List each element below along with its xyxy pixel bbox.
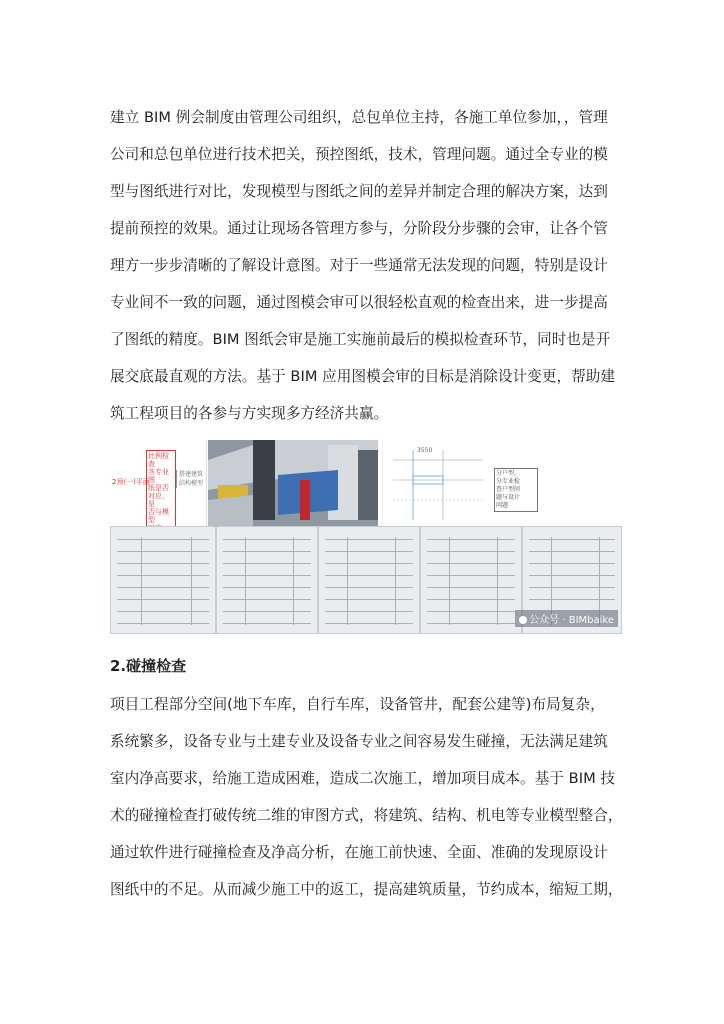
text-line: 建立 BIM 例会制度由管理公司组织，总包单位主持，各施工单位参加，，管理 xyxy=(110,109,608,126)
cad-section-drawing xyxy=(382,440,493,526)
watermark xyxy=(515,610,618,627)
text-line: 项目工程部分空间(地下车库，自行车库，设备管井，配套公建等)布局复杂， xyxy=(110,696,605,713)
text-line: 型与图纸进行对比，发现模型与图纸之间的差异并制定合理的解决方案，达到 xyxy=(110,183,608,200)
section-heading-collision-check: 2.碰撞检查 xyxy=(110,657,187,675)
text-line: 系统繁多，设备专业与土建专业及设备专业之间容易发生碰撞，无法满足建筑 xyxy=(110,733,608,750)
review-form-sheet xyxy=(420,526,522,634)
text-line: 展交底最直观的方法。基于 BIM 应用图模会审的目标是消除设计变更，帮助建 xyxy=(110,368,616,385)
red-note: 比例检查 xyxy=(148,452,169,468)
right-note: 分专业检 xyxy=(496,478,521,485)
bim-3d-model-render xyxy=(208,440,378,526)
text-line: 室内净高要求，给施工造成困难，造成二次施工，增加项目成本。基于 BIM 技 xyxy=(110,770,616,787)
right-notes-box xyxy=(494,468,538,512)
right-notes-panel xyxy=(494,440,622,526)
red-note: 否与模型 xyxy=(148,508,169,524)
text-line: 提前预控的效果。通过让现场各管理方参与，分阶段分步骤的会审，让各个管 xyxy=(110,220,608,237)
text-line: 了图纸的精度。BIM 图纸会审是施工实施前最后的模拟检查环节，同时也是开 xyxy=(110,331,611,348)
right-note: 问题 xyxy=(496,502,509,509)
right-note: 题与设计 xyxy=(496,494,521,501)
review-form-sheet xyxy=(216,526,318,634)
text-line: 筑工程项目的各参与方实现多方经济共赢。 xyxy=(110,405,389,422)
drawing-model-comparison-image xyxy=(110,440,622,526)
dimension-label: 3550 xyxy=(417,447,433,454)
left-notes-panel xyxy=(110,440,207,526)
mid-label-box xyxy=(176,470,205,488)
red-notes-box xyxy=(146,450,176,534)
mid-label: 结构模型 xyxy=(179,480,204,487)
wechat-icon xyxy=(519,616,527,624)
text-line: 术的碰撞检查打破传统二维的审图方式，将建筑、结构、机电等专业模型整合， xyxy=(110,807,623,824)
watermark-text: 公众号 · BIMbaike xyxy=(529,615,614,626)
review-form-sheet xyxy=(110,526,216,634)
text-line: 通过软件进行碰撞检查及净高分析，在施工前快速、全面、准确的发现原设计 xyxy=(110,844,608,861)
right-note: 查户型问 xyxy=(496,486,521,493)
red-label: 2预(一)平面 xyxy=(112,478,150,486)
text-line: 公司和总包单位进行技术把关，预控图纸，技术，管理问题。通过全专业的模 xyxy=(110,146,608,163)
right-note: 分户型， xyxy=(496,470,521,477)
review-forms-photo xyxy=(110,526,622,634)
review-form-sheet xyxy=(318,526,420,634)
text-line: 理方一步步清晰的了解设计意图。对于一些通常无法发现的问题，特别是设计 xyxy=(110,257,608,274)
text-line: 图纸中的不足。从而减少施工中的返工，提高建筑质量，节约成本，缩短工期， xyxy=(110,881,623,898)
mid-label: 搭建建筑 xyxy=(179,471,204,478)
text-line: 专业间不一致的问题，通过图模会审可以很轻松直观的检查出来，进一步提高 xyxy=(110,294,608,311)
model-render-graphic xyxy=(208,440,378,526)
red-note: 纸是否 xyxy=(148,484,169,492)
red-note: 各专业图 xyxy=(148,468,169,484)
red-note: 对应，是 xyxy=(148,492,169,508)
cad-drawing-graphic xyxy=(383,440,493,526)
